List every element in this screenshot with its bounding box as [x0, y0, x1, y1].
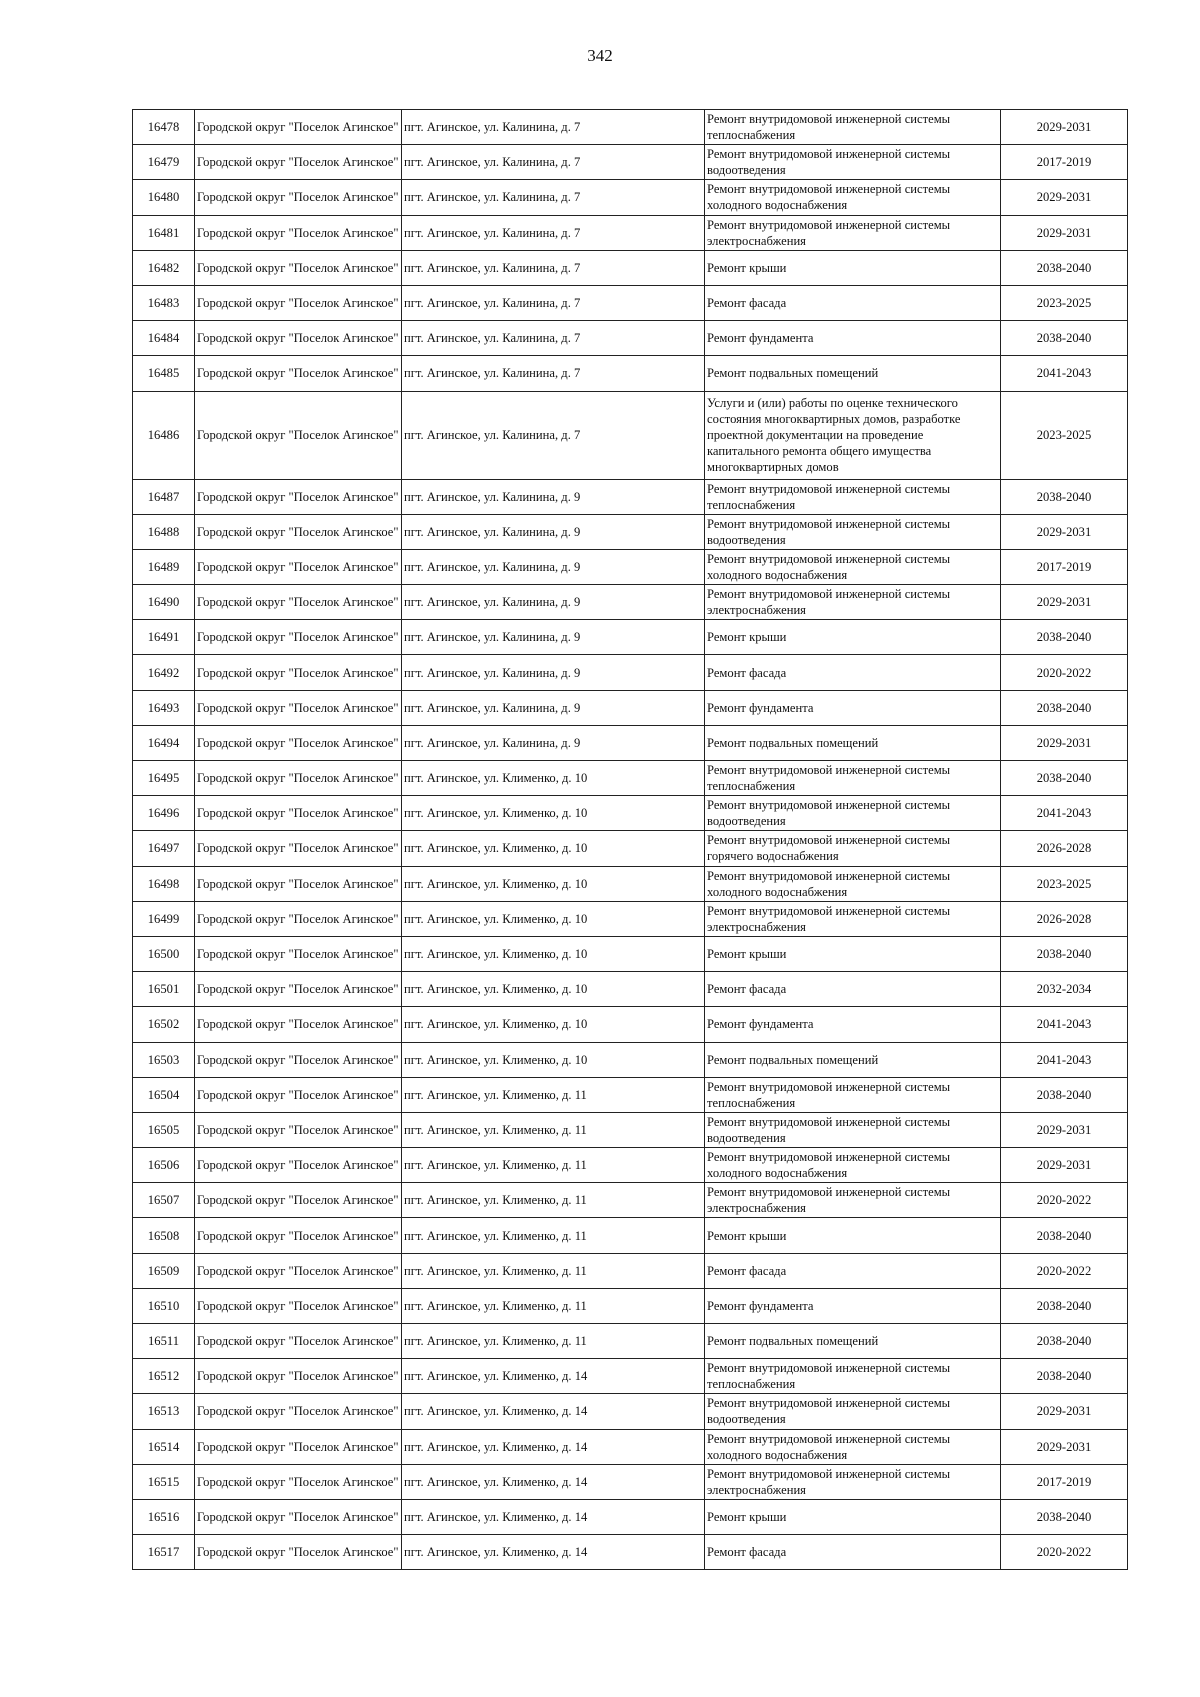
address-cell: пгт. Агинское, ул. Клименко, д. 10: [402, 1042, 705, 1077]
table-body: [133, 110, 1128, 1570]
table-row: [133, 110, 1128, 145]
address-cell: пгт. Агинское, ул. Клименко, д. 11: [402, 1288, 705, 1323]
municipality-cell: Городской округ "Поселок Агинское": [195, 1112, 402, 1147]
table-row: [133, 356, 1128, 391]
table-row: [133, 901, 1128, 936]
address-cell: пгт. Агинское, ул. Клименко, д. 10: [402, 901, 705, 936]
table-row: [133, 1288, 1128, 1323]
work-type-cell: Ремонт внутридомовой инженерной системы теплоснабжения: [705, 479, 1001, 514]
work-type-cell: Ремонт фасада: [705, 285, 1001, 320]
work-type-cell: Ремонт внутридомовой инженерной системы водоотведения: [705, 1112, 1001, 1147]
municipality-cell: Городской округ "Поселок Агинское": [195, 110, 402, 145]
address-cell: пгт. Агинское, ул. Калинина, д. 9: [402, 514, 705, 549]
municipality-cell: Городской округ "Поселок Агинское": [195, 1535, 402, 1570]
row-number-cell: 16508: [133, 1218, 195, 1253]
table-row: [133, 285, 1128, 320]
municipality-cell: Городской округ "Поселок Агинское": [195, 1218, 402, 1253]
period-cell: 2038-2040: [1001, 479, 1128, 514]
address-cell: пгт. Агинское, ул. Клименко, д. 14: [402, 1464, 705, 1499]
table-row: [133, 761, 1128, 796]
row-number-cell: 16506: [133, 1148, 195, 1183]
row-number-cell: 16486: [133, 391, 195, 479]
work-type-cell: Ремонт внутридомовой инженерной системы электроснабжения: [705, 585, 1001, 620]
work-type-cell: Ремонт крыши: [705, 1499, 1001, 1534]
municipality-cell: Городской округ "Поселок Агинское": [195, 690, 402, 725]
work-type-cell: Ремонт фасада: [705, 1253, 1001, 1288]
municipality-cell: Городской округ "Поселок Агинское": [195, 1042, 402, 1077]
row-number-cell: 16498: [133, 866, 195, 901]
address-cell: пгт. Агинское, ул. Клименко, д. 14: [402, 1394, 705, 1429]
address-cell: пгт. Агинское, ул. Калинина, д. 7: [402, 321, 705, 356]
municipality-cell: Городской округ "Поселок Агинское": [195, 1394, 402, 1429]
row-number-cell: 16500: [133, 936, 195, 971]
table-row: [133, 1112, 1128, 1147]
municipality-cell: Городской округ "Поселок Агинское": [195, 1253, 402, 1288]
municipality-cell: Городской округ "Поселок Агинское": [195, 796, 402, 831]
address-cell: пгт. Агинское, ул. Калинина, д. 9: [402, 549, 705, 584]
municipality-cell: Городской округ "Поселок Агинское": [195, 549, 402, 584]
period-cell: 2041-2043: [1001, 1007, 1128, 1042]
row-number-cell: 16504: [133, 1077, 195, 1112]
address-cell: пгт. Агинское, ул. Калинина, д. 7: [402, 391, 705, 479]
table-row: [133, 972, 1128, 1007]
period-cell: 2029-2031: [1001, 585, 1128, 620]
municipality-cell: Городской округ "Поселок Агинское": [195, 1324, 402, 1359]
municipality-cell: Городской округ "Поселок Агинское": [195, 972, 402, 1007]
municipality-cell: Городской округ "Поселок Агинское": [195, 180, 402, 215]
work-type-cell: Ремонт крыши: [705, 936, 1001, 971]
municipality-cell: Городской округ "Поселок Агинское": [195, 285, 402, 320]
municipality-cell: Городской округ "Поселок Агинское": [195, 866, 402, 901]
period-cell: 2017-2019: [1001, 549, 1128, 584]
row-number-cell: 16478: [133, 110, 195, 145]
address-cell: пгт. Агинское, ул. Клименко, д. 11: [402, 1112, 705, 1147]
table-row: [133, 690, 1128, 725]
row-number-cell: 16517: [133, 1535, 195, 1570]
municipality-cell: Городской округ "Поселок Агинское": [195, 761, 402, 796]
period-cell: 2038-2040: [1001, 1499, 1128, 1534]
row-number-cell: 16489: [133, 549, 195, 584]
period-cell: 2020-2022: [1001, 1535, 1128, 1570]
table-row: [133, 655, 1128, 690]
row-number-cell: 16495: [133, 761, 195, 796]
work-type-cell: Ремонт крыши: [705, 1218, 1001, 1253]
address-cell: пгт. Агинское, ул. Калинина, д. 7: [402, 215, 705, 250]
work-type-cell: Ремонт крыши: [705, 620, 1001, 655]
work-type-cell: Ремонт подвальных помещений: [705, 1042, 1001, 1077]
table-row: [133, 1077, 1128, 1112]
row-number-cell: 16493: [133, 690, 195, 725]
table-row: [133, 145, 1128, 180]
municipality-cell: Городской округ "Поселок Агинское": [195, 1429, 402, 1464]
period-cell: 2038-2040: [1001, 690, 1128, 725]
municipality-cell: Городской округ "Поселок Агинское": [195, 831, 402, 866]
address-cell: пгт. Агинское, ул. Калинина, д. 9: [402, 690, 705, 725]
municipality-cell: Городской округ "Поселок Агинское": [195, 1464, 402, 1499]
work-type-cell: Ремонт подвальных помещений: [705, 725, 1001, 760]
work-type-cell: Ремонт фундамента: [705, 1007, 1001, 1042]
row-number-cell: 16505: [133, 1112, 195, 1147]
period-cell: 2041-2043: [1001, 1042, 1128, 1077]
address-cell: пгт. Агинское, ул. Клименко, д. 10: [402, 972, 705, 1007]
table-row: [133, 1007, 1128, 1042]
row-number-cell: 16487: [133, 479, 195, 514]
municipality-cell: Городской округ "Поселок Агинское": [195, 1148, 402, 1183]
table-row: [133, 620, 1128, 655]
period-cell: 2020-2022: [1001, 1253, 1128, 1288]
table-row: [133, 1218, 1128, 1253]
municipality-cell: Городской округ "Поселок Агинское": [195, 514, 402, 549]
table-row: [133, 1253, 1128, 1288]
work-type-cell: Ремонт внутридомовой инженерной системы холодного водоснабжения: [705, 180, 1001, 215]
period-cell: 2023-2025: [1001, 285, 1128, 320]
table-row: [133, 1359, 1128, 1394]
row-number-cell: 16479: [133, 145, 195, 180]
address-cell: пгт. Агинское, ул. Клименко, д. 10: [402, 796, 705, 831]
municipality-cell: Городской округ "Поселок Агинское": [195, 479, 402, 514]
row-number-cell: 16483: [133, 285, 195, 320]
period-cell: 2029-2031: [1001, 215, 1128, 250]
municipality-cell: Городской округ "Поселок Агинское": [195, 1007, 402, 1042]
work-type-cell: Ремонт внутридомовой инженерной системы электроснабжения: [705, 1183, 1001, 1218]
page-number: 342: [587, 46, 613, 65]
period-cell: 2029-2031: [1001, 725, 1128, 760]
address-cell: пгт. Агинское, ул. Калинина, д. 7: [402, 250, 705, 285]
municipality-cell: Городской округ "Поселок Агинское": [195, 936, 402, 971]
municipality-cell: Городской округ "Поселок Агинское": [195, 321, 402, 356]
address-cell: пгт. Агинское, ул. Калинина, д. 7: [402, 110, 705, 145]
row-number-cell: 16494: [133, 725, 195, 760]
address-cell: пгт. Агинское, ул. Калинина, д. 7: [402, 285, 705, 320]
row-number-cell: 16491: [133, 620, 195, 655]
work-type-cell: Ремонт внутридомовой инженерной системы теплоснабжения: [705, 110, 1001, 145]
work-type-cell: Услуги и (или) работы по оценке технического состояния многоквартирных домов, разработке проектной документации на проведение капитального ремонта общего имущества многоквартирных домов: [705, 391, 1001, 479]
row-number-cell: 16502: [133, 1007, 195, 1042]
work-type-cell: Ремонт фундамента: [705, 1288, 1001, 1323]
address-cell: пгт. Агинское, ул. Клименко, д. 14: [402, 1535, 705, 1570]
work-type-cell: Ремонт внутридомовой инженерной системы холодного водоснабжения: [705, 549, 1001, 584]
municipality-cell: Городской округ "Поселок Агинское": [195, 725, 402, 760]
address-cell: пгт. Агинское, ул. Клименко, д. 11: [402, 1218, 705, 1253]
work-type-cell: Ремонт внутридомовой инженерной системы электроснабжения: [705, 1464, 1001, 1499]
work-type-cell: Ремонт крыши: [705, 250, 1001, 285]
address-cell: пгт. Агинское, ул. Клименко, д. 11: [402, 1253, 705, 1288]
row-number-cell: 16499: [133, 901, 195, 936]
table-row: [133, 1499, 1128, 1534]
address-cell: пгт. Агинское, ул. Калинина, д. 9: [402, 655, 705, 690]
table-row: [133, 725, 1128, 760]
work-type-cell: Ремонт внутридомовой инженерной системы теплоснабжения: [705, 1359, 1001, 1394]
row-number-cell: 16503: [133, 1042, 195, 1077]
row-number-cell: 16509: [133, 1253, 195, 1288]
row-number-cell: 16488: [133, 514, 195, 549]
period-cell: 2026-2028: [1001, 901, 1128, 936]
table-row: [133, 936, 1128, 971]
work-type-cell: Ремонт внутридомовой инженерной системы электроснабжения: [705, 215, 1001, 250]
table-row: [133, 1324, 1128, 1359]
period-cell: 2038-2040: [1001, 620, 1128, 655]
period-cell: 2023-2025: [1001, 866, 1128, 901]
municipality-cell: Городской округ "Поселок Агинское": [195, 145, 402, 180]
work-type-cell: Ремонт внутридомовой инженерной системы водоотведения: [705, 1394, 1001, 1429]
row-number-cell: 16501: [133, 972, 195, 1007]
row-number-cell: 16484: [133, 321, 195, 356]
municipality-cell: Городской округ "Поселок Агинское": [195, 655, 402, 690]
row-number-cell: 16513: [133, 1394, 195, 1429]
row-number-cell: 16516: [133, 1499, 195, 1534]
address-cell: пгт. Агинское, ул. Клименко, д. 10: [402, 831, 705, 866]
table-row: [133, 1464, 1128, 1499]
address-cell: пгт. Агинское, ул. Клименко, д. 11: [402, 1077, 705, 1112]
address-cell: пгт. Агинское, ул. Калинина, д. 7: [402, 356, 705, 391]
period-cell: 2020-2022: [1001, 1183, 1128, 1218]
table-row: [133, 796, 1128, 831]
address-cell: пгт. Агинское, ул. Клименко, д. 10: [402, 1007, 705, 1042]
table-row: [133, 1042, 1128, 1077]
period-cell: 2041-2043: [1001, 356, 1128, 391]
row-number-cell: 16480: [133, 180, 195, 215]
row-number-cell: 16492: [133, 655, 195, 690]
table-row: [133, 1535, 1128, 1570]
period-cell: 2029-2031: [1001, 180, 1128, 215]
work-type-cell: Ремонт фасада: [705, 972, 1001, 1007]
work-type-cell: Ремонт внутридомовой инженерной системы горячего водоснабжения: [705, 831, 1001, 866]
table-row: [133, 321, 1128, 356]
address-cell: пгт. Агинское, ул. Клименко, д. 10: [402, 936, 705, 971]
work-type-cell: Ремонт внутридомовой инженерной системы холодного водоснабжения: [705, 1148, 1001, 1183]
municipality-cell: Городской округ "Поселок Агинское": [195, 215, 402, 250]
table-row: [133, 1429, 1128, 1464]
address-cell: пгт. Агинское, ул. Калинина, д. 9: [402, 479, 705, 514]
period-cell: 2017-2019: [1001, 145, 1128, 180]
period-cell: 2038-2040: [1001, 1359, 1128, 1394]
table-row: [133, 585, 1128, 620]
work-type-cell: Ремонт внутридомовой инженерной системы холодного водоснабжения: [705, 866, 1001, 901]
work-type-cell: Ремонт внутридомовой инженерной системы водоотведения: [705, 145, 1001, 180]
period-cell: 2038-2040: [1001, 761, 1128, 796]
municipality-cell: Городской округ "Поселок Агинское": [195, 391, 402, 479]
municipality-cell: Городской округ "Поселок Агинское": [195, 250, 402, 285]
address-cell: пгт. Агинское, ул. Калинина, д. 9: [402, 585, 705, 620]
table-row: [133, 1394, 1128, 1429]
period-cell: 2038-2040: [1001, 321, 1128, 356]
address-cell: пгт. Агинское, ул. Клименко, д. 11: [402, 1148, 705, 1183]
municipality-cell: Городской округ "Поселок Агинское": [195, 1077, 402, 1112]
period-cell: 2029-2031: [1001, 110, 1128, 145]
table-row: [133, 479, 1128, 514]
row-number-cell: 16512: [133, 1359, 195, 1394]
row-number-cell: 16497: [133, 831, 195, 866]
work-type-cell: Ремонт внутридомовой инженерной системы водоотведения: [705, 514, 1001, 549]
address-cell: пгт. Агинское, ул. Клименко, д. 14: [402, 1499, 705, 1534]
period-cell: 2038-2040: [1001, 1324, 1128, 1359]
municipality-cell: Городской округ "Поселок Агинское": [195, 1288, 402, 1323]
period-cell: 2038-2040: [1001, 1288, 1128, 1323]
row-number-cell: 16482: [133, 250, 195, 285]
municipality-cell: Городской округ "Поселок Агинское": [195, 585, 402, 620]
work-type-cell: Ремонт внутридомовой инженерной системы теплоснабжения: [705, 761, 1001, 796]
work-type-cell: Ремонт внутридомовой инженерной системы водоотведения: [705, 796, 1001, 831]
table-row: [133, 180, 1128, 215]
row-number-cell: 16485: [133, 356, 195, 391]
work-type-cell: Ремонт фундамента: [705, 321, 1001, 356]
table-row: [133, 391, 1128, 479]
period-cell: 2029-2031: [1001, 1112, 1128, 1147]
address-cell: пгт. Агинское, ул. Калинина, д. 7: [402, 145, 705, 180]
address-cell: пгт. Агинское, ул. Клименко, д. 10: [402, 866, 705, 901]
address-cell: пгт. Агинское, ул. Клименко, д. 11: [402, 1183, 705, 1218]
work-type-cell: Ремонт внутридомовой инженерной системы теплоснабжения: [705, 1077, 1001, 1112]
period-cell: 2041-2043: [1001, 796, 1128, 831]
work-type-cell: Ремонт подвальных помещений: [705, 1324, 1001, 1359]
period-cell: 2029-2031: [1001, 1394, 1128, 1429]
row-number-cell: 16515: [133, 1464, 195, 1499]
work-type-cell: Ремонт подвальных помещений: [705, 356, 1001, 391]
address-cell: пгт. Агинское, ул. Калинина, д. 7: [402, 180, 705, 215]
work-type-cell: Ремонт фасада: [705, 1535, 1001, 1570]
period-cell: 2017-2019: [1001, 1464, 1128, 1499]
table-row: [133, 250, 1128, 285]
table-row: [133, 1183, 1128, 1218]
table-row: [133, 1148, 1128, 1183]
period-cell: 2029-2031: [1001, 514, 1128, 549]
table-row: [133, 866, 1128, 901]
row-number-cell: 16507: [133, 1183, 195, 1218]
row-number-cell: 16481: [133, 215, 195, 250]
period-cell: 2038-2040: [1001, 936, 1128, 971]
period-cell: 2023-2025: [1001, 391, 1128, 479]
period-cell: 2026-2028: [1001, 831, 1128, 866]
address-cell: пгт. Агинское, ул. Клименко, д. 14: [402, 1429, 705, 1464]
period-cell: 2029-2031: [1001, 1429, 1128, 1464]
table-row: [133, 549, 1128, 584]
work-type-cell: Ремонт внутридомовой инженерной системы электроснабжения: [705, 901, 1001, 936]
repair-schedule-table: [132, 109, 1128, 1570]
municipality-cell: Городской округ "Поселок Агинское": [195, 620, 402, 655]
period-cell: 2029-2031: [1001, 1148, 1128, 1183]
table-row: [133, 514, 1128, 549]
period-cell: 2038-2040: [1001, 1077, 1128, 1112]
period-cell: 2038-2040: [1001, 1218, 1128, 1253]
work-type-cell: Ремонт внутридомовой инженерной системы холодного водоснабжения: [705, 1429, 1001, 1464]
row-number-cell: 16511: [133, 1324, 195, 1359]
address-cell: пгт. Агинское, ул. Калинина, д. 9: [402, 725, 705, 760]
address-cell: пгт. Агинское, ул. Клименко, д. 14: [402, 1359, 705, 1394]
work-type-cell: Ремонт фасада: [705, 655, 1001, 690]
address-cell: пгт. Агинское, ул. Клименко, д. 11: [402, 1324, 705, 1359]
address-cell: пгт. Агинское, ул. Калинина, д. 9: [402, 620, 705, 655]
row-number-cell: 16490: [133, 585, 195, 620]
period-cell: 2032-2034: [1001, 972, 1128, 1007]
address-cell: пгт. Агинское, ул. Клименко, д. 10: [402, 761, 705, 796]
municipality-cell: Городской округ "Поселок Агинское": [195, 1359, 402, 1394]
municipality-cell: Городской округ "Поселок Агинское": [195, 1499, 402, 1534]
table-row: [133, 215, 1128, 250]
row-number-cell: 16496: [133, 796, 195, 831]
municipality-cell: Городской округ "Поселок Агинское": [195, 356, 402, 391]
table-row: [133, 831, 1128, 866]
municipality-cell: Городской округ "Поселок Агинское": [195, 901, 402, 936]
row-number-cell: 16510: [133, 1288, 195, 1323]
row-number-cell: 16514: [133, 1429, 195, 1464]
period-cell: 2038-2040: [1001, 250, 1128, 285]
municipality-cell: Городской округ "Поселок Агинское": [195, 1183, 402, 1218]
work-type-cell: Ремонт фундамента: [705, 690, 1001, 725]
period-cell: 2020-2022: [1001, 655, 1128, 690]
